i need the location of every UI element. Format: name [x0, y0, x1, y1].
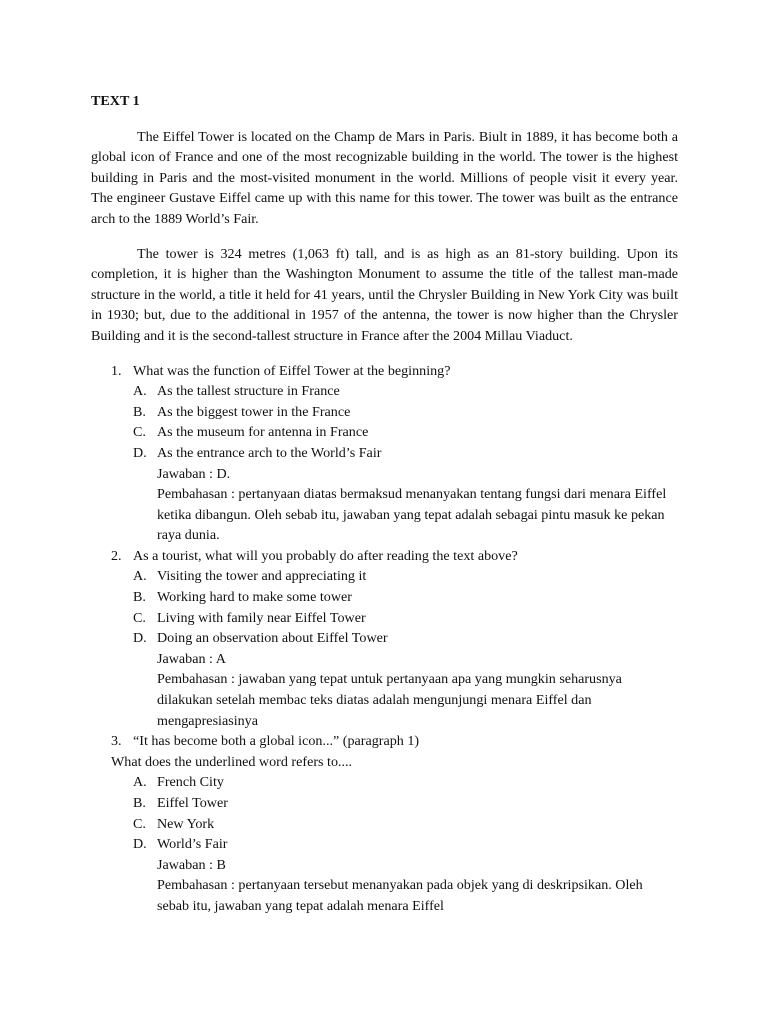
option-text: French City [157, 774, 224, 791]
option-c [133, 422, 678, 443]
option-text: World’s Fair [157, 836, 228, 853]
explanation: Pembahasan : pertanyaan diatas bermaksud menanyakan tentang fungsi dari menara Eiffel ketika dibangun. Oleh sebab itu, jawaban yang tepat adalah sebagai pintu masuk ke pekan raya dunia. [157, 486, 667, 544]
option-text: Working hard to make some tower [157, 589, 352, 606]
option-list [133, 566, 678, 648]
question-number: 1. [111, 362, 122, 379]
answer-block [133, 464, 678, 546]
answer-block [133, 855, 678, 917]
option-letter: B. [133, 403, 146, 420]
option-b [133, 793, 678, 814]
option-b [133, 402, 678, 423]
answer-block [133, 649, 678, 731]
answer-key: Jawaban : B [157, 856, 226, 873]
option-c [133, 814, 678, 835]
option-d [133, 834, 678, 855]
question-quote: “It has become both a global icon...” (paragraph 1) [133, 733, 420, 750]
option-text: Doing an observation about Eiffel Tower [157, 630, 388, 647]
question-1 [91, 361, 678, 546]
option-letter: C. [133, 815, 146, 832]
option-a [133, 566, 678, 587]
question-stem: What was the function of Eiffel Tower at the beginning? [133, 362, 451, 379]
question-list [91, 361, 678, 917]
paragraph-1: The Eiffel Tower is located on the Champ de Mars in Paris. Biult in 1889, it has become both a global icon of France and one of the most recognizable building in the world. The tower is the highest building in Paris and the most-visited monument in the world. Millions of people visit it every year. The engineer Gustave Eiffel came up with this name for this tower. The tower was built as the entrance arch to the 1889 World’s Fair. [91, 128, 678, 227]
answer-key: Jawaban : A [157, 650, 226, 667]
option-list [133, 381, 678, 463]
question-number: 3. [111, 733, 122, 750]
option-a [133, 381, 678, 402]
question-2 [91, 546, 678, 731]
option-text: Living with family near Eiffel Tower [157, 609, 366, 626]
question-stem: What does the underlined word refers to.... [111, 753, 353, 770]
option-c [133, 608, 678, 629]
option-letter: C. [133, 424, 146, 441]
option-d [133, 628, 678, 649]
option-text: As the entrance arch to the World’s Fair [157, 444, 382, 461]
option-letter: B. [133, 795, 146, 811]
document-title: TEXT 1 [91, 93, 140, 109]
option-text: New York [157, 815, 215, 832]
paragraph-2: The tower is 324 metres (1,063 ft) tall, and is as high as an 81-story building. Upon its completion, it is higher than the Washington Monument to assume the title of the tallest man-made structure in the world, a title it held for 41 years, until the Chrysler Building in New York City was built in 1930; but, due to the additional in 1957 of the antenna, the tower is now higher than the Chrysler Building and it is the second-tallest structure in France after the 2004 Millau Viaduct. [91, 245, 678, 344]
option-a [133, 772, 678, 793]
explanation: Pembahasan : pertanyaan tersebut menanyakan pada objek yang di deskripsikan. Oleh sebab itu, jawaban yang tepat adalah menara Eiffel [157, 877, 643, 914]
answer-key: Jawaban : D. [157, 465, 231, 482]
option-text: Visiting the tower and appreciating it [157, 568, 367, 585]
option-letter: D. [133, 630, 147, 647]
option-text: Eiffel Tower [157, 795, 228, 811]
option-list [133, 772, 678, 854]
option-b [133, 587, 678, 608]
question-stem: As a tourist, what will you probably do after reading the text above? [133, 547, 518, 564]
option-text: As the biggest tower in the France [157, 403, 351, 420]
option-d [133, 443, 678, 464]
document-page [91, 91, 678, 917]
option-letter: B. [133, 589, 146, 606]
option-letter: A. [133, 383, 147, 400]
option-letter: C. [133, 609, 146, 626]
question-number: 2. [111, 547, 122, 564]
option-text: As the tallest structure in France [157, 383, 340, 400]
option-letter: D. [133, 444, 147, 461]
option-letter: A. [133, 774, 147, 791]
explanation: Pembahasan : jawaban yang tepat untuk pertanyaan apa yang mungkin seharusnya dilakukan setelah membac teks diatas adalah mengunjungi menara Eiffel dan mengapresiasinya [157, 671, 622, 729]
option-letter: D. [133, 836, 147, 853]
question-3 [91, 731, 678, 916]
option-letter: A. [133, 568, 147, 585]
option-text: As the museum for antenna in France [157, 424, 369, 441]
